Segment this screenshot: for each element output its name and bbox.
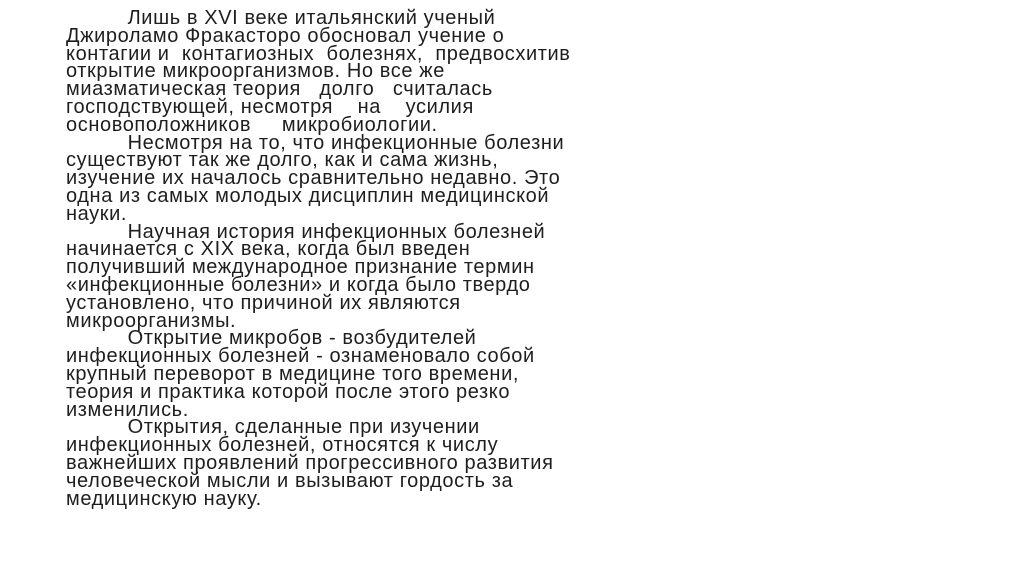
text-line: важнейших проявлений прогрессивного развития [66, 451, 554, 474]
text-line: медицинскую науку. [66, 487, 262, 510]
text-line: науки. [66, 202, 128, 225]
text-line: Джироламо Фракасторо обосновал учение о [66, 24, 505, 47]
text-line: одна из самых молодых дисциплин медицинской [66, 184, 550, 207]
text-line: инфекционных болезней, относятся к числу [66, 434, 499, 457]
body-text [66, 7, 966, 510]
text-line: контагии и контагиозных болезнях, предвосхитив [66, 42, 571, 65]
text-line: получивший международное признание термин [66, 256, 535, 279]
text-line: открытие микроорганизмов. Но все же [66, 60, 445, 83]
text-line: Открытие микробов - возбудителей [66, 327, 477, 350]
text-line: человеческой мысли и вызывают гордость за [66, 469, 514, 492]
text-line: микроорганизмы. [66, 309, 237, 332]
text-line: Научная история инфекционных болезней [66, 220, 546, 243]
text-line: Несмотря на то, что инфекционные болезни [66, 131, 565, 154]
text-line: Открытия, сделанные при изучении [66, 416, 480, 439]
text-line: основоположников микробиологии. [66, 113, 438, 136]
text-line: инфекционных болезней - ознаменовало собой [66, 345, 535, 368]
text-line: изменились. [66, 398, 189, 421]
text-line: крупный переворот в медицине того времени, [66, 362, 519, 385]
text-line: начинается с XIX века, когда был введен [66, 238, 471, 261]
text-line: изучение их началось сравнительно недавно. Это [66, 167, 561, 190]
text-line: существуют так же долго, как и сама жизнь, [66, 149, 499, 172]
text-line: установлено, что причиной их являются [66, 291, 461, 314]
text-line: господствующей, несмотря на усилия [66, 95, 474, 118]
text-line: миазматическая теория долго считалась [66, 78, 493, 101]
text-line: Лишь в XVI веке итальянский ученый [66, 7, 496, 29]
text-line: «инфекционные болезни» и когда было твердо [66, 273, 531, 296]
text-line: теория и практика которой после этого резко [66, 380, 511, 403]
